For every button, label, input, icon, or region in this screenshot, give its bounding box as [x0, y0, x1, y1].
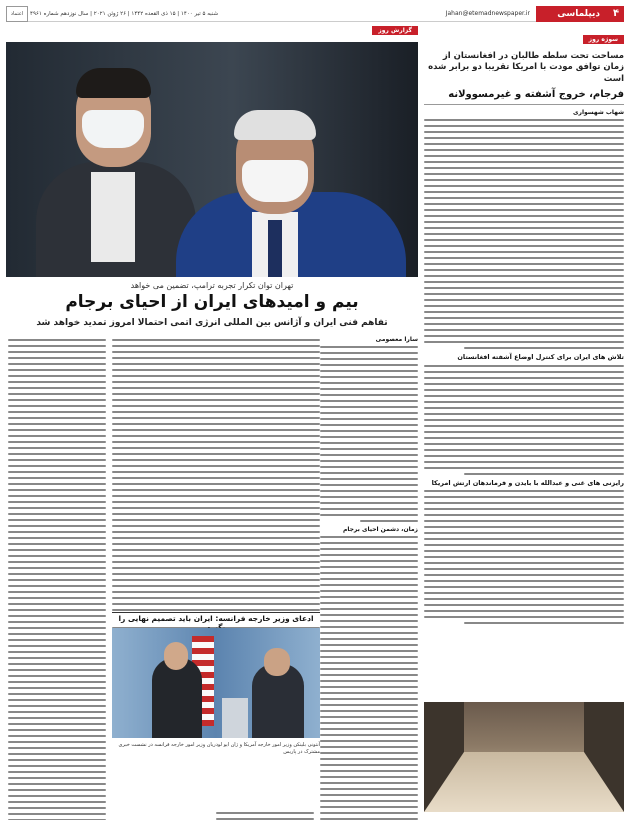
main-story [6, 26, 418, 812]
column-1-subhead: زمان، دشمن احیای برجام [342, 526, 418, 533]
right-headline: فرجام، خروج آشفته و غیرمسوولانه [424, 89, 624, 105]
main-overline: تهران توان تکرار تجربه ترامپ، تضمین می خواهد [130, 281, 294, 290]
page-number: ۴ [608, 6, 624, 22]
right-inner-heading-2: رایزنی های غنی و عبدالله با بایدن و فرماندهان ارتش امریکا [431, 478, 624, 487]
right-kicker: سوژه روز [583, 35, 624, 44]
boxed-sidebar-story [112, 336, 320, 812]
body-column-4 [8, 336, 106, 812]
body-column-1 [320, 336, 418, 812]
right-body-text-1 [424, 119, 624, 349]
right-photo-aircraft-ramp [424, 702, 624, 812]
right-subtitle: مساحت تحت سلطه طالبان در افغانستان از زمان توافق مودت با امریکا تقریبا دو برابر شده است [428, 51, 624, 84]
main-author: سارا معصومی [375, 336, 418, 343]
newspaper-logo: اعتماد [6, 6, 28, 22]
main-kicker: گزارش روز [372, 26, 418, 35]
main-headline: بیم و امیدهای ایران از احیای برجام [65, 292, 359, 312]
right-inner-heading-1: تلاش های ایران برای کنترل اوضاع آشفته افغانستان [457, 353, 624, 362]
face-mask-2 [242, 160, 308, 202]
right-body-text-3 [424, 490, 624, 624]
page-header [6, 6, 624, 22]
right-body-text-2 [424, 365, 624, 475]
face-mask-1 [82, 110, 144, 148]
inset-photo-press-conference [112, 628, 320, 738]
date-line: شنبه ۵ تیر ۱۴۰۰ | ۱۵ ذی القعده ۱۴۴۲ | ۲۶ ژوئن ۲۰۲۱ | سال نوزدهم شماره ۴۹۶۱ [30, 10, 219, 17]
inset-photo-caption: آنتونی بلینکن وزیر امور خارجه آمریکا و ژان ایو لودریان وزیر امور خارجه فرانسه در نشست خبری مشترک در پاریس [118, 742, 320, 755]
hero-photo-diplomats [6, 42, 418, 277]
section-title: دیپلماسی [536, 6, 608, 22]
box-headline: ادعای وزیر خارجه فرانسه: ایران باید تصمیم نهایی را [112, 612, 320, 624]
right-author: شهاب شهسواری [573, 109, 624, 117]
right-column-story [424, 26, 624, 812]
email-address: Jahan@etemadnewspaper.ir [445, 10, 530, 17]
main-deck: تفاهم فنی ایران و آژانس بین المللی انرژی اتمی احتمالا امروز تمدید خواهد شد [36, 318, 388, 328]
